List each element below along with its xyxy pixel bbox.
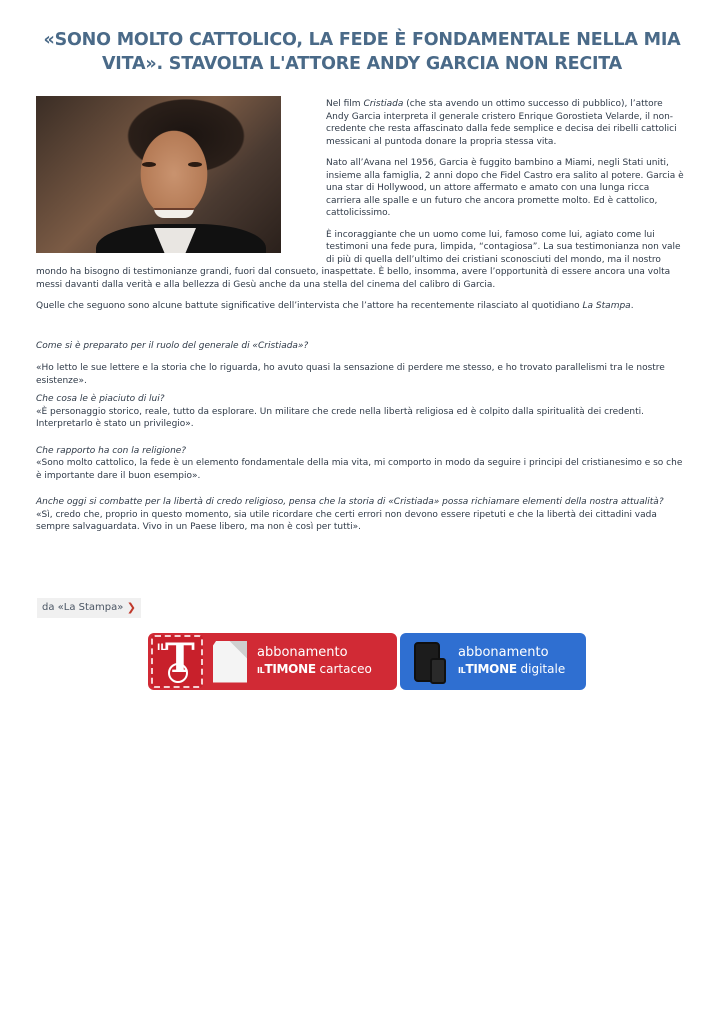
subscription-digital-banner[interactable] [400, 633, 586, 690]
article-body [36, 98, 686, 543]
source-link-label: da «La Stampa» [42, 602, 124, 613]
paragraph-3: È incoraggiante che un uomo come lui, famoso come lui, agiato come lui testimoni una fede pura, limpida, “contagiosa”. La sua testimonianza non vale di più di quella dell’ultimo dei cristiani sconosciuti del mondo, ma il nostro mondo ha bisogno di testimonianze grandi, fuori dal consueto, inaspettate. È bello, insomma, avere l’opportunità di essere ancora una volta messi davanti dalla verità e alla bellezza di Gesù anche da una stella del cinema del calibro di Garcia. [36, 229, 681, 290]
paragraph-1: Nel film Cristiada (che sta avendo un ottimo successo di pubblico), l’attore Andy Garcia interpreta il generale cristero Enrique Gorostieta Velarde, il non-credente che resta affascinato dalla fede semplice e decisa dei ribelli cattolici messicani al puntoda donare la propria stessa vita. [326, 99, 677, 147]
paragraph-4: Quelle che seguono sono alcune battute significative dell’intervista che l’attore ha recentemente rilasciato al quotidiano La Stampa. [36, 301, 634, 311]
question-1: Come si è preparato per il ruolo del generale di «Cristiada»? [36, 340, 309, 351]
il-timone-logo-icon: IL T [151, 635, 203, 688]
paper-magazine-icon [213, 641, 247, 683]
answer-2: «È personaggio storico, reale, tutto da esplorare. Un militare che crede nella libertà religiosa ed è colpito dalla spiritualità dei credenti. Interpretarlo è stato un privilegio». [36, 406, 644, 429]
answer-3: «Sono molto cattolico, la fede è un elemento fondamentale della mia vita, mi comporto in modo da seguire i principi del cristianesimo e so che è importante dare il buon esempio». [36, 458, 683, 481]
paragraph-2: Nato all’Avana nel 1956, Garcia è fuggito bambino a Miami, negli Stati uniti, insieme alla famiglia, 2 anni dopo che Fidel Castro era salito al potere. Garcia è una star di Hollywood, un attore affermato e amato con una lunga ricca carriera alle spalle e un futuro che ancora promette molto. Ed è cattolico, cattolicissimo. [326, 158, 684, 218]
paper-banner-line2: ILTIMONE cartaceo [257, 661, 372, 676]
ship-wheel-icon [168, 663, 188, 683]
answer-1: «Ho letto le sue lettere e la storia che lo riguarda, ho avuto quasi la sensazione di perdere me stesso, e ho trovato parallelismi tra le nostre esistenze». [36, 363, 665, 386]
paper-banner-line1: abbonamento [257, 644, 348, 660]
subscription-paper-banner[interactable] [148, 633, 397, 690]
answer-4: «Sì, credo che, proprio in questo momento, sia utile ricordare che certi errori non devono essere ripetuti e che la libertà dei cittadini vada sempre salvaguardata. Vivo in un Paese libero, ma non è così per tutti». [36, 509, 657, 532]
question-4: Anche oggi si combatte per la libertà di credo religioso, pensa che la storia di «Cristiada» possa richiamare elementi della nostra attualità? [36, 497, 664, 507]
question-2: Che cosa le è piaciuto di lui? [36, 394, 165, 404]
andy-garcia-photo [36, 96, 281, 253]
digital-banner-line2: ILTIMONE digitale [458, 661, 566, 676]
film-title: Cristiada [363, 99, 404, 109]
source-link[interactable] [37, 598, 141, 618]
chevron-right-icon: ❯ [126, 601, 136, 614]
newspaper-name: La Stampa [582, 301, 631, 311]
article-title: «SONO MOLTO CATTOLICO, LA FEDE È FONDAMENTALE NELLA MIA VITA». STAVOLTA L'ATTORE ANDY GARCIA NON RECITA [43, 30, 681, 74]
digital-banner-line1: abbonamento [458, 644, 549, 660]
tablet-phone-icon [414, 642, 440, 682]
question-3: Che rapporto ha con la religione? [36, 445, 187, 456]
